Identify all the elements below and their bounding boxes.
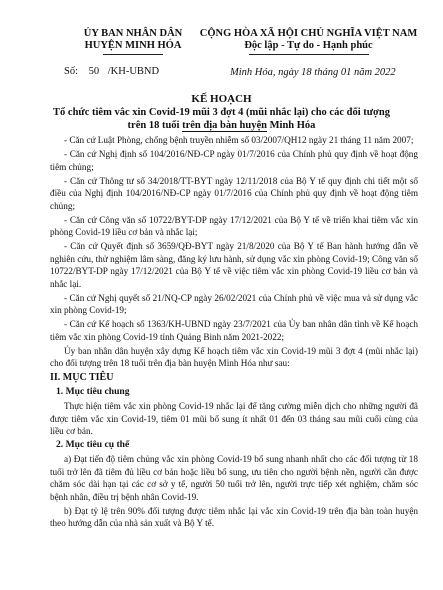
basis-paragraph: - Căn cứ Công văn số 10722/BYT-DP ngày 17/12/2021 của Bộ Y tế về triển khai tiêm vắc xin phòng Covid-19 liều cơ bản và nhắc lại; bbox=[50, 214, 418, 238]
basis-paragraph: - Căn cứ Thông tư số 34/2018/TT-BYT ngày 12/11/2018 của Bộ Y tế quy định chi tiết một số điều của Nghị định 104/2016/NĐ-CP ngày 01/7/2016 của Chính phủ quy định về hoạt động tiêm chủng; bbox=[50, 175, 418, 211]
agency-line-2: HUYỆN MINH HÓA bbox=[84, 40, 182, 51]
agency-underline bbox=[103, 54, 163, 55]
subsection-paragraph: Thực hiện tiêm vắc xin phòng Covid-19 nhắc lại để tăng cường miễn dịch cho những người đã được tiêm vắc xin Covid-19, tiêm 01 mũi bổ sung ít nhất 01 đến 03 tháng sau mũi cuối cùng của liều cơ bản. bbox=[50, 401, 418, 436]
document-body bbox=[50, 134, 418, 531]
document-title bbox=[0, 93, 443, 132]
doc-number-value: 50 bbox=[88, 66, 100, 77]
doc-number-suffix: /KH-UBND bbox=[107, 66, 160, 77]
title-line-1: KẾ HOẠCH bbox=[191, 93, 252, 105]
motto-line-2: Độc lập - Tự do - Hạnh phúc bbox=[244, 40, 373, 51]
national-motto-block bbox=[196, 28, 421, 55]
motto-underline bbox=[249, 54, 369, 55]
subsection-heading: 1. Mục tiêu chung bbox=[56, 385, 130, 397]
basis-paragraph: - Căn cứ Nghị định số 104/2016/NĐ-CP ngày 01/7/2016 của Chính phủ quy định về hoạt động tiêm chủng; bbox=[50, 149, 418, 172]
title-line-3-c: Minh Hóa bbox=[267, 120, 316, 131]
subsection-paragraph: a) Đạt tiến độ tiêm chủng vắc xin phòng Covid-19 bổ sung nhanh nhất cho các đối tượng từ 18 tuổi trở lên đã tiêm đủ liều cơ bản hoặc liều bổ sung, ưu tiên cho người bệnh nền, người cần được chăm sóc dài hạn tại các cơ sở y tế, người 50 tuổi trở lên, người trực tiếp xét nghiệm, chăm sóc bệnh nhân, điều trị bệnh nhân Covid-19. bbox=[50, 454, 418, 502]
motto-line-1: CỘNG HÒA XÃ HỘI CHỦ NGHĨA VIỆT NAM bbox=[199, 28, 418, 39]
title-line-2: Tổ chức tiêm vắc xin Covid-19 mũi 3 đợt 4 (mũi nhắc lại) cho các đối tượng bbox=[53, 107, 390, 118]
basis-paragraph: - Căn cứ Luật Phòng, chống bệnh truyền nhiễm số 03/2007/QH12 ngày 21 tháng 11 năm 2007; bbox=[64, 135, 414, 145]
document-number bbox=[64, 66, 159, 77]
doc-number-label: Số: bbox=[64, 66, 79, 77]
title-line-3 bbox=[0, 119, 443, 132]
subsection-paragraph: b) Đạt tỷ lệ trên 90% đối tượng được tiêm nhắc lại vắc xin Covid-19 trên địa bàn toàn huyện theo hướng dẫn của nhà sản xuất và Bộ Y tế. bbox=[50, 505, 418, 529]
intro-paragraph: Ủy ban nhân dân huyện xây dựng Kế hoạch tiêm vắc xin Covid-19 mũi 3 đợt 4 (mũi nhắc lại) cho đối tượng trên 18 tuổi trên địa bàn huyện Minh Hóa như sau: bbox=[50, 346, 418, 369]
basis-paragraph: - Căn cứ Kế hoạch số 1363/KH-UBND ngày 23/7/2021 của Ủy ban nhân dân tỉnh về Kế hoạch tiêm vắc xin phòng Covid-19 tỉnh Quảng Bình năm 2021-2022; bbox=[50, 319, 418, 342]
title-line-3-b: trên địa bàn huyện bbox=[182, 120, 267, 131]
agency-line-1: ỦY BAN NHÂN DÂN bbox=[83, 28, 183, 39]
title-line-3-a: trên 18 tuổi bbox=[127, 120, 183, 131]
issuing-agency-block bbox=[58, 28, 208, 55]
section-heading: II. MỤC TIÊU bbox=[50, 371, 114, 383]
subsection-heading: 2. Mục tiêu cụ thể bbox=[56, 439, 130, 451]
basis-paragraph: - Căn cứ Nghị quyết số 21/NQ-CP ngày 26/02/2021 của Chính phủ về việc mua và sử dụng vắc xin phòng Covid-19; bbox=[50, 292, 418, 316]
date-line: Minh Hóa, ngày 18 tháng 01 năm 2022 bbox=[230, 67, 396, 78]
basis-paragraph: - Căn cứ Quyết định số 3659/QĐ-BYT ngày 21/8/2020 của Bộ Y tế Ban hành hướng dẫn về nghiên cứu, thử nghiệm lâm sàng, đăng ký lưu hành, sử dụng vắc xin phòng Covid-19; Công văn số 10722/BYT-DP ngày 17/12/2021 của Bộ Y tế về việc tiêm vắc xin phòng Covid-19 liều cơ bản và nhắc lại. bbox=[50, 241, 418, 289]
